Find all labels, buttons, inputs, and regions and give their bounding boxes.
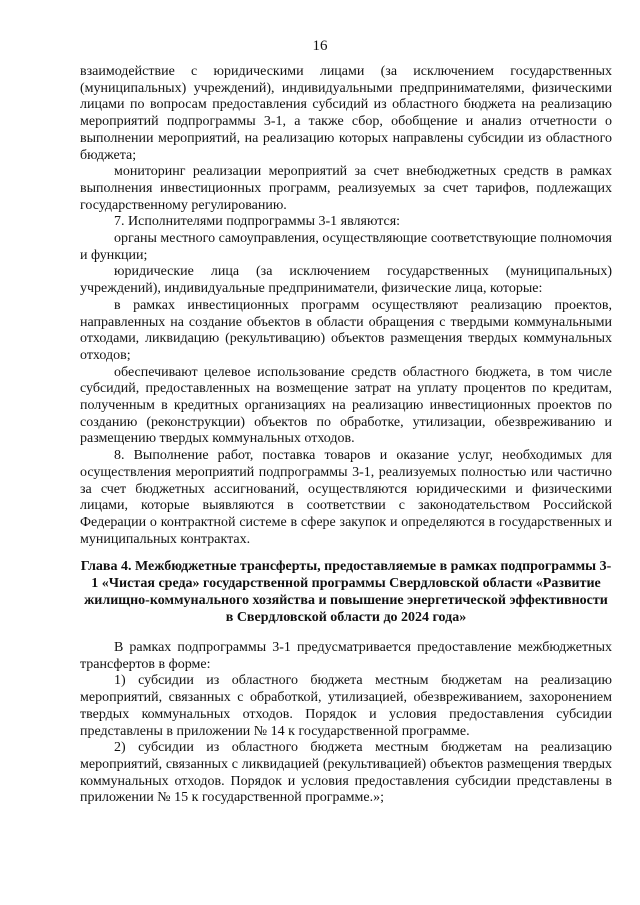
paragraph: 2) субсидии из областного бюджета местным бюджетам на реализацию мероприятий, связанных с ликвидацией (рекультивацией) объектов размещения твердых коммунальных отходов. Порядок и условия предоставления субсидии представлены в приложении № 15 к государственной программе.»; [80,740,612,806]
paragraph: 1) субсидии из областного бюджета местным бюджетам на реализацию мероприятий, связанных с обработкой, утилизацией, обезвреживанием, захоронением твердых коммунальных отходов. Порядок и условия предоставления субсидии представлены в приложении № 14 к государственной программе. [80,673,612,739]
body-text-top [80,64,612,548]
paragraph: В рамках подпрограммы 3-1 предусматривается предоставление межбюджетных трансфертов в форме: [80,640,612,672]
chapter-heading: Глава 4. Межбюджетные трансферты, предоставляемые в рамках подпрограммы 3-1 «Чистая среда» государственной программы Свердловской области «Развитие жилищно-коммунального хозяйства и повышение энергетической эффективности в Свердловской области до 2024 года» [80,559,612,625]
paragraph: в рамках инвестиционных программ осуществляют реализацию проектов, направленных на создание объектов в области обращения с твердыми коммунальными отходами, ликвидацию (рекультивацию) объектов размещения твердых коммунальных отходов; [80,297,612,363]
paragraph: юридические лица (за исключением государственных (муниципальных) учреждений), индивидуальные предприниматели, физические лица, которые: [80,264,612,297]
paragraph: мониторинг реализации мероприятий за счет внебюджетных средств в рамках выполнения инвестиционных программ, реализуемых за счет тарифов, подлежащих государственному регулированию. [80,164,612,213]
page-number: 16 [312,38,328,54]
paragraph: взаимодействие с юридическими лицами (за исключением государственных (муниципальных) учреждений), индивидуальными предпринимателями, физическими лицами по вопросам предоставления субсидий из областного бюджета на реализацию мероприятий подпрограммы 3-1, а также сбор, обобщение и анализ отчетности о выполнении мероприятий, на реализацию которых направлены субсидии из областного бюджета; [80,64,612,163]
body-text-bottom [80,640,612,807]
paragraph: 8. Выполнение работ, поставка товаров и оказание услуг, необходимых для осуществления мероприятий подпрограммы 3-1, реализуемых полностью или частично за счет бюджетных ассигнований, осуществляются юридическими и физическими лицами, которые выявляются в соответствии с законодательством Российской Федерации о контрактной системе в сфере закупок и определяются в государственных и муниципальных контрактах. [80,448,612,547]
paragraph: обеспечивают целевое использование средств областного бюджета, в том числе субсидий, предоставленных на возмещение затрат на уплату процентов по кредитам, полученным в кредитных организациях на реализацию инвестиционных проектов по созданию (реконструкции) объектов по обработке, утилизации, обезвреживанию и размещению твердых коммунальных отходов. [80,364,612,447]
paragraph: 7. Исполнителями подпрограммы 3-1 являются: [114,214,401,230]
paragraph: органы местного самоуправления, осуществляющие соответствующие полномочия и функции; [80,231,612,263]
